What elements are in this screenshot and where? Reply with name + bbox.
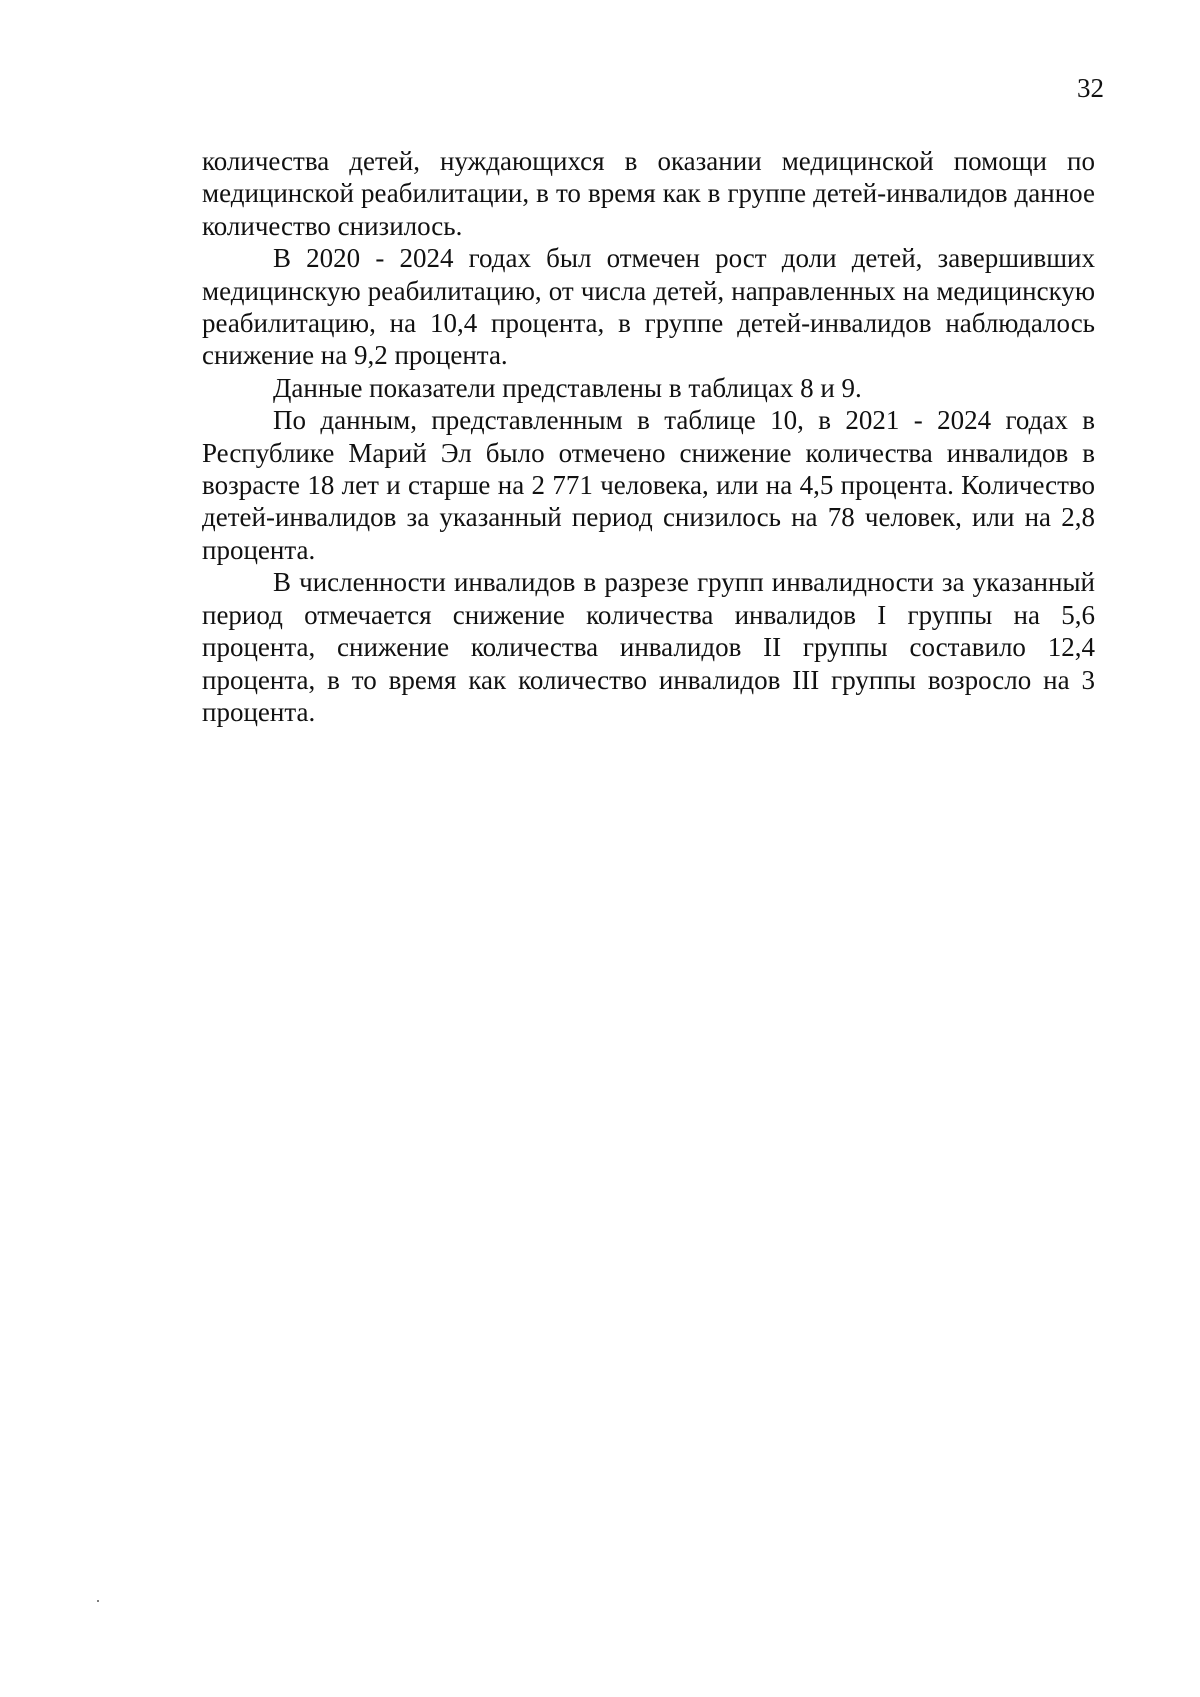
paragraph-4: По данным, представленным в таблице 10, в 2021 - 2024 годах в Республике Марий Эл было отмечено снижение количества инвалидов в возрасте 18 лет и старше на 2 771 человека, или на 4,5 процента. Количество детей-инвалидов за указанный период снизилось на 78 человек, или на 2,8 процента. (202, 405, 1095, 565)
paragraph-3: Данные показатели представлены в таблицах 8 и 9. (273, 372, 862, 403)
paragraph-2: В 2020 - 2024 годах был отмечен рост доли детей, завершивших медицинскую реабилитацию, от числа детей, направленных на медицинскую реабилитацию, на 10,4 процента, в группе детей-инвалидов наблюдалось снижение на 9,2 процента. (202, 243, 1095, 371)
paragraph-5: В численности инвалидов в разрезе групп инвалидности за указанный период отмечается снижение количества инвалидов I группы на 5,6 процента, снижение количества инвалидов II группы составило 12,4 процента, в то время как количество инвалидов III группы возросло на 3 процента. (202, 567, 1095, 727)
paragraph-1: количества детей, нуждающихся в оказании медицинской помощи по медицинской реабилитации, в то время как в группе детей-инвалидов данное количество снизилось. (202, 146, 1095, 241)
document-body (202, 145, 1095, 728)
page-number: 32 (1077, 73, 1104, 103)
scan-artifact-dot (97, 1600, 99, 1602)
